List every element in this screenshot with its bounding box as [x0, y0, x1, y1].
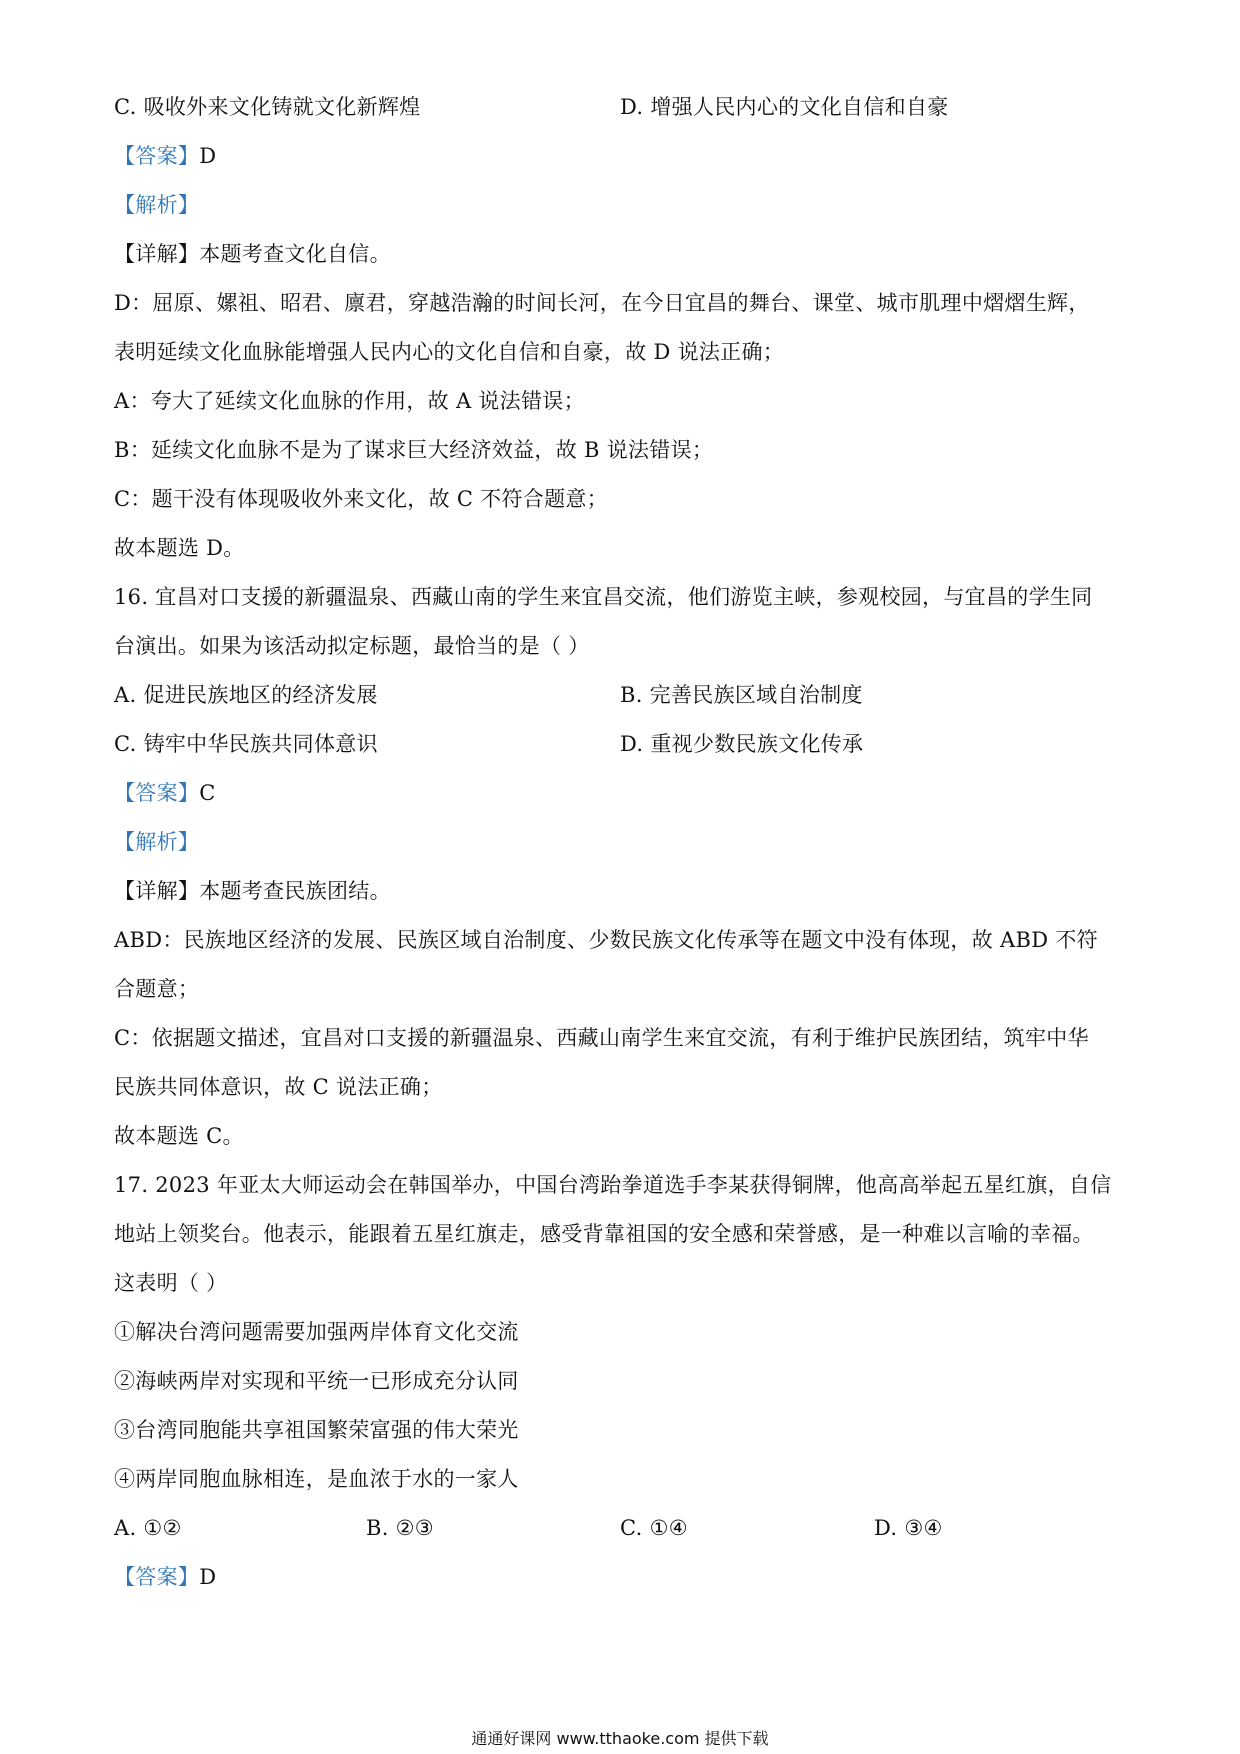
- text: 台演出。如果为该活动拟定标题，最恰当的是（ ）: [114, 634, 590, 658]
- question-16-line-2: [114, 631, 590, 661]
- text: ④两岸同胞血脉相连，是血浓于水的一家人: [114, 1467, 519, 1491]
- answer-tag: 【答案】: [114, 781, 200, 805]
- text: C：依据题文描述，宜昌对口支援的新疆温泉、西藏山南学生来宜交流，有利于维护民族团结，筑牢中华: [114, 1026, 1089, 1050]
- detail-abd-line-1: [114, 925, 1098, 955]
- detail-b-line: [114, 435, 713, 465]
- detail-2: [114, 876, 391, 906]
- option-d: D. 增强人民内心的文化自信和自豪: [620, 95, 949, 119]
- q16-option-a: [114, 680, 378, 710]
- detail-tag: 【详解】: [114, 879, 200, 903]
- text: B：延续文化血脉不是为了谋求巨大经济效益，故 B 说法错误；: [114, 438, 714, 462]
- text: B. ②③: [366, 1516, 434, 1540]
- footer-source: 通通好课网 www.tthaoke.com 提供下载: [471, 1729, 769, 1748]
- text: C. 铸牢中华民族共同体意识: [114, 732, 378, 756]
- option-c: C. 吸收外来文化铸就文化新辉煌: [114, 95, 421, 119]
- analysis-tag-2: [114, 827, 199, 857]
- answer-tag: 【答案】: [114, 144, 200, 168]
- detail-d-line-1: [114, 288, 1090, 318]
- answer-value: D: [199, 144, 217, 168]
- text: A：夸大了延续文化血脉的作用，故 A 说法错误；: [114, 389, 585, 413]
- text: A. 促进民族地区的经济发展: [114, 683, 378, 707]
- text: 17. 2023 年亚太大师运动会在韩国举办，中国台湾跆拳道选手李某获得铜牌，他高高举起五星红旗，自信: [114, 1173, 1112, 1197]
- answer-1: [114, 141, 216, 171]
- text: 故本题选 D。: [114, 536, 245, 560]
- statement-2: [114, 1366, 519, 1396]
- answer-3: [114, 1562, 216, 1592]
- text: C：题干没有体现吸收外来文化，故 C 不符合题意；: [114, 487, 608, 511]
- option-d-line: [620, 92, 949, 122]
- text: D. ③④: [874, 1516, 943, 1540]
- question-16-line-1: [114, 582, 1092, 612]
- q17-option-c: [620, 1513, 688, 1543]
- detail-d-line-2: [114, 337, 784, 367]
- text: ③台湾同胞能共享祖国繁荣富强的伟大荣光: [114, 1418, 519, 1442]
- detail-text: 本题考查民族团结。: [199, 879, 391, 903]
- detail-1: [114, 239, 391, 269]
- option-c-line: [114, 92, 420, 122]
- q16-option-d: [620, 729, 863, 759]
- text: C. ①④: [620, 1516, 688, 1540]
- analysis-tag: 【解析】: [114, 193, 200, 217]
- detail-c2-line-1: [114, 1023, 1089, 1053]
- text: ②海峡两岸对实现和平统一已形成充分认同: [114, 1369, 519, 1393]
- answer-value: C: [199, 781, 216, 805]
- analysis-tag-1: [114, 190, 199, 220]
- q17-option-b: [366, 1513, 434, 1543]
- detail-c2-line-2: [114, 1072, 443, 1102]
- text: 故本题选 C。: [114, 1124, 244, 1148]
- text: 合题意；: [114, 977, 200, 1001]
- question-17-line-2: [114, 1219, 1094, 1249]
- text: ①解决台湾问题需要加强两岸体育文化交流: [114, 1320, 519, 1344]
- statement-1: [114, 1317, 519, 1347]
- statement-3: [114, 1415, 519, 1445]
- detail-text: 本题考查文化自信。: [199, 242, 391, 266]
- answer-value: D: [199, 1565, 217, 1589]
- selection-1: [114, 533, 245, 563]
- text: ABD：民族地区经济的发展、民族区域自治制度、少数民族文化传承等在题文中没有体现，故 ABD 不符: [114, 928, 1098, 952]
- statement-4: [114, 1464, 519, 1494]
- text: 16. 宜昌对口支援的新疆温泉、西藏山南的学生来宜昌交流，他们游览主峡，参观校园，与宜昌的学生同: [114, 585, 1093, 609]
- text: 这表明（ ）: [114, 1271, 228, 1295]
- answer-tag: 【答案】: [114, 1565, 200, 1589]
- text: 民族共同体意识，故 C 说法正确；: [114, 1075, 443, 1099]
- text: D. 重视少数民族文化传承: [620, 732, 864, 756]
- selection-2: [114, 1121, 244, 1151]
- q16-option-c: [114, 729, 378, 759]
- q17-option-a: [114, 1513, 182, 1543]
- analysis-tag: 【解析】: [114, 830, 200, 854]
- detail-tag: 【详解】: [114, 242, 200, 266]
- answer-2: [114, 778, 216, 808]
- text: 地站上领奖台。他表示，能跟着五星红旗走，感受背靠祖国的安全感和荣誉感，是一种难以言喻的幸福。: [114, 1222, 1094, 1246]
- question-17-line-1: [114, 1170, 1112, 1200]
- text: A. ①②: [114, 1516, 182, 1540]
- detail-c-line: [114, 484, 608, 514]
- detail-abd-line-2: [114, 974, 199, 1004]
- q16-option-b: [620, 680, 863, 710]
- text: B. 完善民族区域自治制度: [620, 683, 863, 707]
- text: 表明延续文化血脉能增强人民内心的文化自信和自豪，故 D 说法正确；: [114, 340, 785, 364]
- q17-option-d: [874, 1513, 943, 1543]
- question-17-line-3: [114, 1268, 227, 1298]
- detail-a-line: [114, 386, 585, 416]
- text: D：屈原、嫘祖、昭君、廪君，穿越浩瀚的时间长河，在今日宜昌的舞台、课堂、城市肌理中熠熠生辉，: [114, 291, 1090, 315]
